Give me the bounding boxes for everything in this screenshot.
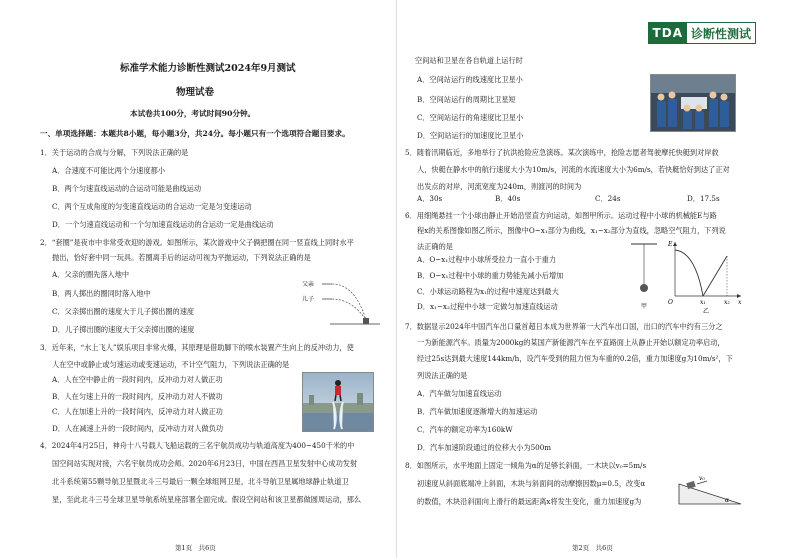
q7-option-b: B．汽车做加速度逐渐增大的加速运动 <box>417 407 538 416</box>
q2-option-c: C．父亲掷出圈的速度大于儿子掷出圈的速度 <box>52 307 195 316</box>
brand-name: 诊断性测试 <box>687 23 755 43</box>
q2-option-d: D．儿子掷出圈的速度大于父亲掷出圈的速度 <box>52 325 195 334</box>
figure-label-jia: 甲 <box>641 303 648 310</box>
q7-option-c: C．汽车的额定功率为160kW <box>417 425 513 434</box>
page-2-footer: 第2页 共6页 <box>572 544 613 552</box>
q5-option-d: D．17.5s <box>687 194 720 203</box>
q4-stem-line1: 4．2024年4月25日，神舟十八号载人飞船运载的三名宇航员成功与轨道高度为400~450千米的中 <box>40 441 355 450</box>
q6-stem-line2: 程x的关系图像如图乙所示，图像中O~x₁部分为曲线，x₁~x₂部分为直线，忽略空气阻力，下列说 <box>417 226 726 235</box>
tda-brand-badge <box>648 22 756 44</box>
q4-option-c: C．空间站运行的角速度比卫星小 <box>417 113 524 122</box>
q8-stem-line2: 初速度从斜面底端冲上斜面，木块与斜面间的动摩擦因数μ=0.5，改变α <box>417 479 646 488</box>
origin-label: O <box>668 299 673 306</box>
q5-stem-line2: 人，快艇在静水中的航行速度大小为10m/s，河流的水流速度大小为6m/s，若快艇恰好到达了正对 <box>417 165 730 174</box>
q4-option-b: B．空间站运行的周期比卫星短 <box>417 95 516 104</box>
q5-option-c: C．24s <box>595 194 621 203</box>
q5-stem-line3: 出发点的对岸，河流宽度为240m，则渡河的时间为 <box>417 182 582 191</box>
q8-stem-line3: 的数值，木块沿斜面向上滑行的最远距离x将发生变化，重力加速度g为 <box>417 497 642 506</box>
q1-stem: 1．关于运动的合成与分解，下列说法正确的是 <box>40 148 189 157</box>
q7-option-d: D．汽车加速阶段通过的位移大小为500m <box>417 443 552 452</box>
q7-option-a: A．汽车做匀加速直线运动 <box>417 389 502 398</box>
exam-subject: 物理试卷 <box>176 87 215 98</box>
q1-option-a: A．合速度不可能比两个分速度都小 <box>52 166 166 175</box>
q2-stem-line2: 抛出，恰好套中同一玩具。若圈离手后的运动可视为平抛运动，下列说法正确的是 <box>52 253 311 262</box>
astronauts-photo <box>650 74 736 132</box>
q2-stem-line1: 2．“套圈”是夜市中非常受欢迎的游戏。如图所示，某次游戏中父子俩把圈在同一竖直线上同时水平 <box>40 238 354 247</box>
page-2 <box>397 0 794 558</box>
exam-note: 本试卷共100分，考试时间90分钟。 <box>130 109 256 118</box>
q2-option-b: B．两人掷出的圈同时落入地中 <box>52 289 151 298</box>
q8-stem-line1: 8．如图所示，水平地面上固定一倾角为α的足够长斜面，一木块以v₀=5m/s <box>405 461 647 470</box>
axis-label-e: E <box>668 241 673 248</box>
q4-stem-line2: 国空间站实现对接，六名宇航员成功会师。2020年6月23日，中国在西昌卫星发射中心成功发射 <box>52 459 358 468</box>
q7-stem-line3: 经过25s达到最大速度144km/h，设汽车受到的阻力恒为车重的0.2倍，重力加速度g为10m/s²，下 <box>417 354 733 363</box>
q6-stem-line1: 6．用细绳悬挂一个小球由静止开始沿竖直方向运动，如图甲所示。运动过程中小球的机械能E与路 <box>405 211 717 220</box>
q6-option-c: C．小球运动路程为x₁的过程中速度达到最大 <box>417 287 559 296</box>
q4-stem-line3: 北斗系统第55颗导航卫星暨北斗三号最后一颗全球组网卫星，北斗导航卫星属地球静止轨道卫 <box>52 477 349 486</box>
q1-option-c: C．两个互成角度的匀变速直线运动的合运动一定是匀变速运动 <box>52 202 252 211</box>
q1-option-b: B．两个匀速直线运动的合运动可能是曲线运动 <box>52 184 202 193</box>
q3-option-b: B．人在匀速上升的一段时间内，反冲动力对人不做功 <box>52 392 223 401</box>
ring-toss-figure <box>300 272 382 328</box>
q3-stem-line2: 人在空中或静止或匀速运动或变速运动，不计空气阻力，下列说法正确的是 <box>52 360 290 369</box>
q6-stem-line3: 法正确的是 <box>417 242 453 251</box>
q4-option-d: D．空间站运行的加速度比卫星小 <box>417 131 524 140</box>
alpha-label: α <box>725 497 730 504</box>
figure-label-father: 父亲 <box>302 281 315 288</box>
q3-stem-line1: 3．近年来，“水上飞人”娱乐项目非常火爆，其原理是借助脚下的喷水装置产生向上的反冲动力，使 <box>40 343 354 352</box>
q2-option-a: A．父亲的圈先落入地中 <box>52 270 130 279</box>
q3-option-c: C．人在加速上升的一段时间内，反冲动力对人做正功 <box>52 407 223 416</box>
q7-stem-line1: 7．数据显示2024年中国汽车出口量首超日本成为世界第一大汽车出口国，出口的汽车中约有三分之 <box>405 322 723 331</box>
q5-option-b: B．40s <box>495 194 521 203</box>
q5-option-a: A．30s <box>417 194 443 203</box>
v0-label: v₀ <box>699 475 705 482</box>
axis-label-x: x <box>738 299 742 306</box>
q6-option-d: D．x₁~x₂过程中小球一定做匀加速直线运动 <box>417 302 558 311</box>
flyboard-photo <box>302 372 374 432</box>
q4-stem-line4: 星，至此北斗三号全球卫星导航系统星座部署全面完成。假设空间站和该卫星都做圆周运动，那么 <box>52 495 362 504</box>
section-1-heading: 一、单项选择题：本题共8小题，每小题3分，共24分。每小题只有一个选项符合题目要求。 <box>40 129 350 138</box>
q3-option-d: D．人在减速上升的一段时间内，反冲动力对人做负功 <box>52 424 224 433</box>
q5-stem-line1: 5．随着汛期临近，多地举行了抗洪抢险应急演练。某次演练中，抢险志愿者驾驶摩托快艇到对岸救 <box>405 148 719 157</box>
tick-x2: x₂ <box>724 299 730 306</box>
q3-option-a: A．人在空中静止的一段时间内，反冲动力对人做正功 <box>52 375 223 384</box>
q7-stem-line2: 一为新能源汽车。质量为2000kg的某国产新能源汽车在平直路面上从静止开始以额定功率启动， <box>417 338 725 347</box>
toy-target <box>363 318 369 324</box>
q6-option-b: B．O~x₁过程中小球的重力势能先减小后增加 <box>417 271 564 280</box>
tick-x1: x₁ <box>700 299 706 306</box>
q6-option-a: A．O~x₁过程中小球所受拉力一直小于重力 <box>417 255 557 264</box>
brand-code: TDA <box>649 23 687 43</box>
energy-path-graph-yi <box>665 238 745 314</box>
q7-stem-line4: 列说法正确的是 <box>417 371 468 380</box>
q4-option-a: A．空间站运行的线速度比卫星小 <box>417 75 523 84</box>
ball <box>640 284 648 292</box>
incline-figure <box>675 474 745 508</box>
figure-label-son: 儿子 <box>302 296 315 303</box>
page-1-footer: 第1页 共6页 <box>175 544 216 552</box>
q4-stem-continued: 空间站和卫星在各自轨道上运行时 <box>415 56 523 65</box>
figure-label-yi: 乙 <box>703 308 710 314</box>
pendulum-figure-jia <box>625 240 663 312</box>
q1-option-d: D．一个匀速直线运动和一个匀加速直线运动的合运动一定是曲线运动 <box>52 220 274 229</box>
exam-title: 标准学术能力诊断性测试2024年9月测试 <box>120 63 296 74</box>
